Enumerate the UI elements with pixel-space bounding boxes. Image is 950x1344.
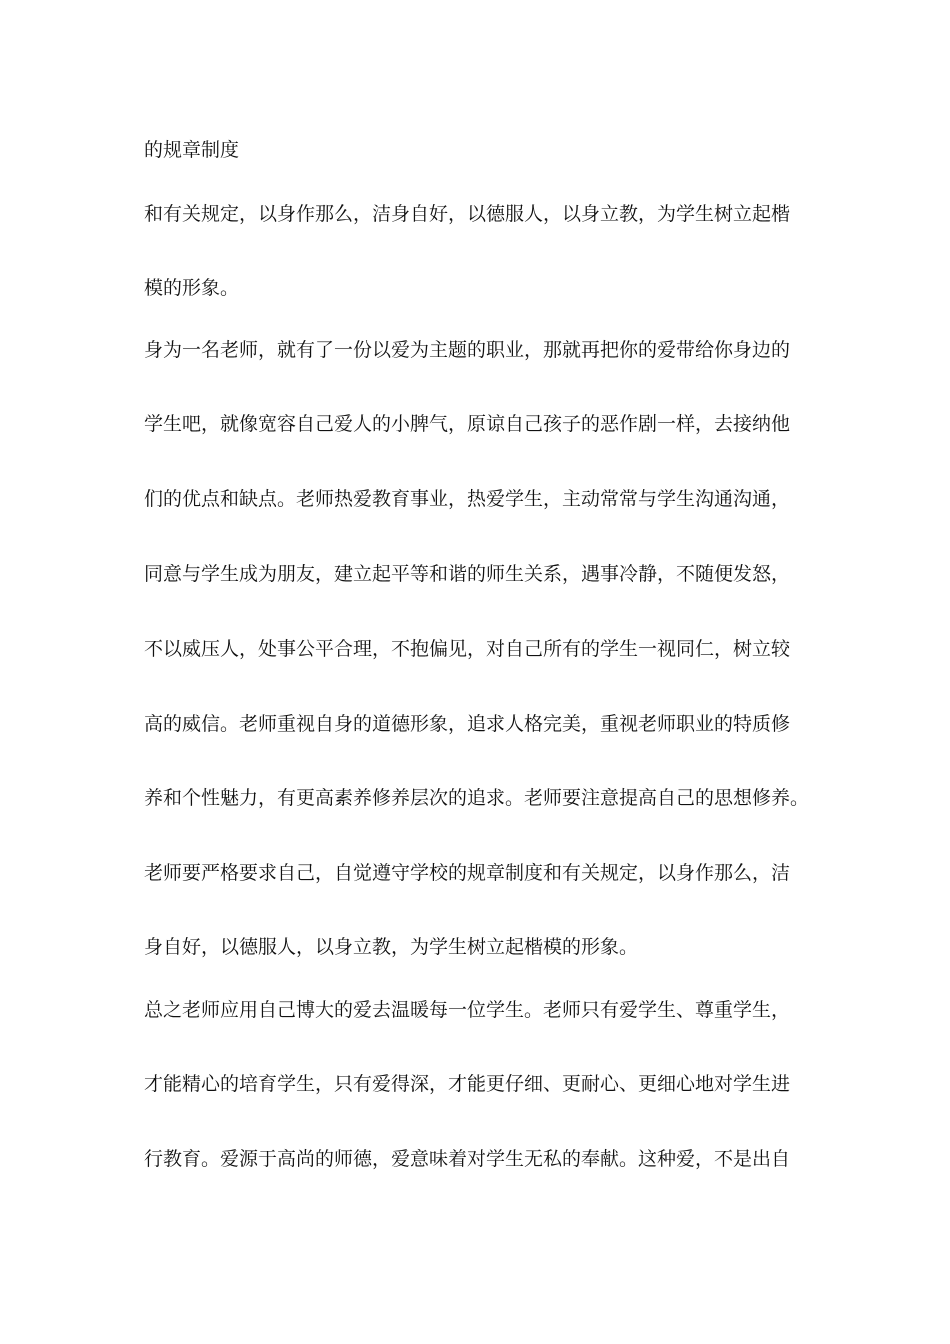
text-line: 模的形象。 xyxy=(144,277,240,299)
text-line: 的规章制度 xyxy=(144,139,240,161)
text-line: 行教育。爱源于高尚的师德，爱意味着对学生无私的奉献。这种爱，不是出自 xyxy=(144,1148,791,1170)
text-line: 和有关规定，以身作那么，洁身自好，以德服人，以身立教，为学生树立起楷 xyxy=(144,203,791,225)
text-line: 老师要严格要求自己，自觉遵守学校的规章制度和有关规定，以身作那么，洁 xyxy=(144,862,791,884)
text-line: 身自好，以德服人，以身立教，为学生树立起楷模的形象。 xyxy=(144,936,639,958)
text-line: 不以威压人，处事公平合理，不抱偏见，对自己所有的学生一视同仁，树立较 xyxy=(144,638,791,660)
text-line: 学生吧，就像宽容自己爱人的小脾气，原谅自己孩子的恶作剧一样，去接纳他 xyxy=(144,413,791,435)
text-line: 同意与学生成为朋友，建立起平等和谐的师生关系，遇事冷静，不随便发怒， xyxy=(144,563,791,585)
text-line: 们的优点和缺点。老师热爱教育事业，热爱学生，主动常常与学生沟通沟通， xyxy=(144,488,791,510)
text-line: 才能精心的培育学生，只有爱得深，才能更仔细、更耐心、更细心地对学生进 xyxy=(144,1073,791,1095)
text-line: 身为一名老师，就有了一份以爱为主题的职业，那就再把你的爱带给你身边的 xyxy=(144,339,791,361)
text-line: 养和个性魅力，有更高素养修养层次的追求。老师要注意提高自己的思想修养。 xyxy=(144,787,810,809)
text-line: 高的威信。老师重视自身的道德形象，追求人格完美，重视老师职业的特质修 xyxy=(144,713,791,735)
text-line: 总之老师应用自己博大的爱去温暖每一位学生。老师只有爱学生、尊重学生， xyxy=(144,999,791,1021)
